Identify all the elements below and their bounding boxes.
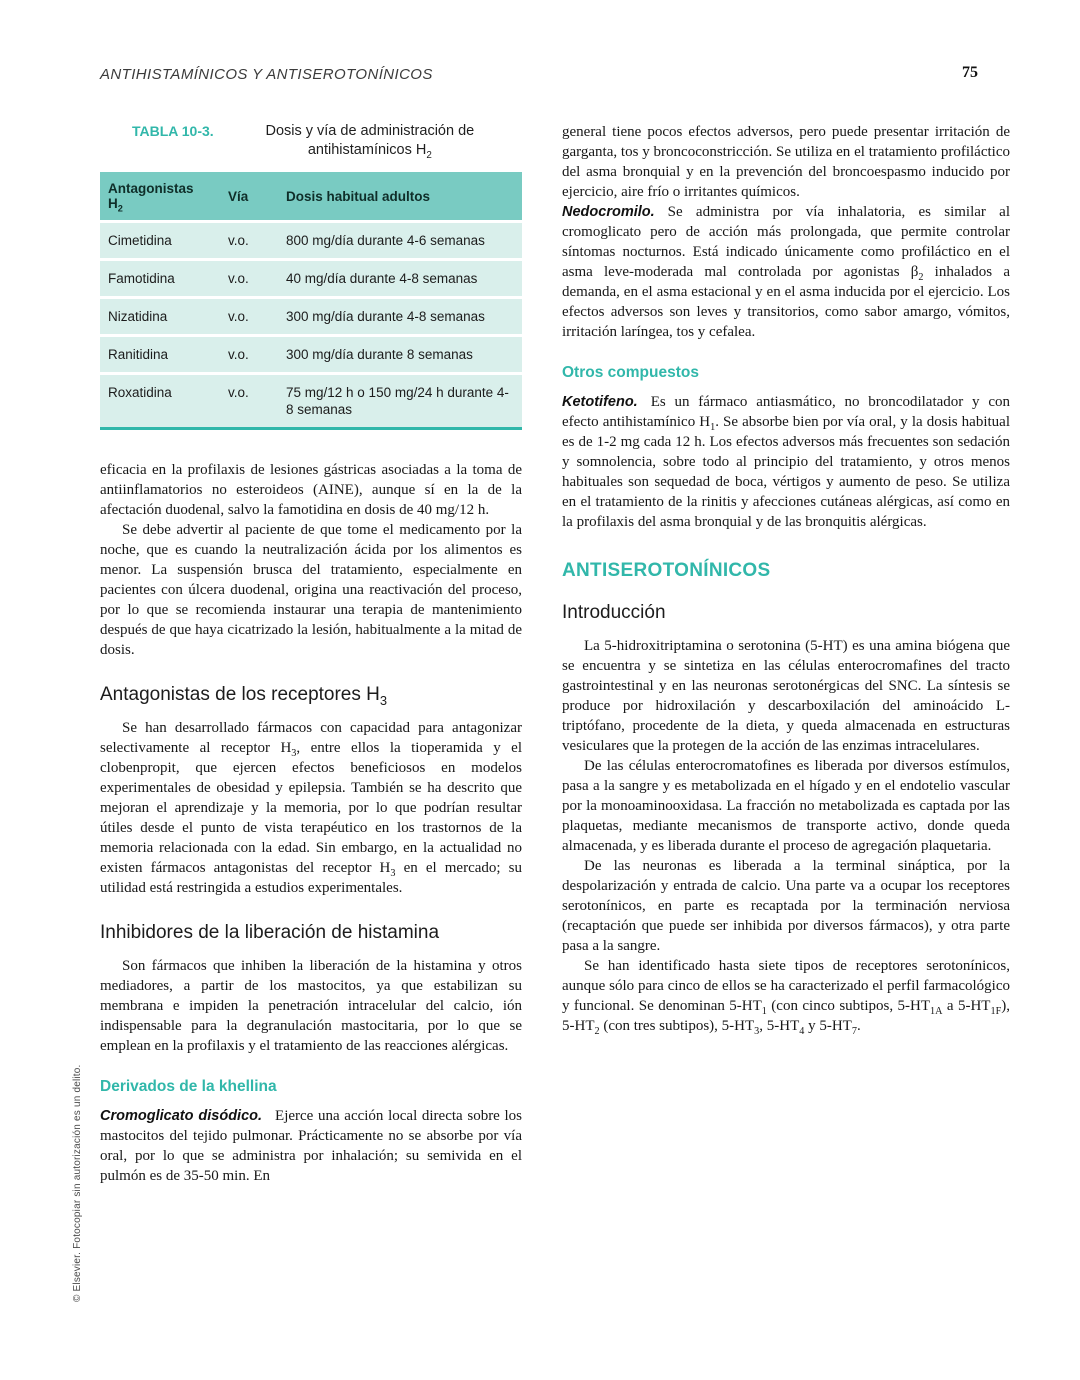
paragraph-antagonistas-h3: Se han desarrollado fármacos con capacidad para antagonizar selectivamente al receptor $H_3$, entre ellos la tioperamida y el clobenpropit, que ejercen efectos beneficiosos en modelos experimentales de obesidad y epilepsia. También se ha descrito que mejoran el aprendizaje y la memoria, por lo que podrían resultar útiles desde el punto de vista terapéutico en los trastornos de la memoria relacionada con la edad. Sin embargo, en la actualidad no existen fármacos antagonistas del receptor $H_3$ en el mercado; su utilidad está restringida a estudios experimentales. bbox=[100, 720, 522, 896]
paragraph-advertir: Se debe advertir al paciente de que tome el medicamento por la noche, que es cuando la neutralización ácida por los alimentos es menor. La suspensión brusca del tratamiento, especialmente en pacientes con úlcera duodenal, origina una reactivación del proceso, por lo que se recomienda instaurar una terapia de mantenimiento después de que haya cicatrizado la lesión, habitualmente a la mitad de dosis. bbox=[100, 522, 522, 658]
page-number: 75 bbox=[962, 64, 978, 81]
cell-via: v.o. bbox=[220, 260, 278, 298]
cell-drug: Roxatidina bbox=[100, 374, 220, 429]
paragraph-intro-2: De las células enterocromatofines es liberada por diversos estímulos, pasa a la sangre y es metabolizada en el hígado y en el endotelio vascular por la monoaminooxidasa. La fracción no metabolizada es captada por las plaquetas, mediante mecanismos de transporte activo, donde queda almacenada, y es liberada durante el proceso de agregación plaquetaria. bbox=[562, 758, 1010, 854]
paragraph-general: general tiene pocos efectos adversos, pero puede presentar irritación de garganta, tos y broncoconstricción. Se utiliza en el tratamiento profiláctico del asma bronquial y en la prevención del broncoespasmo inducido por ejercicio, aire frío o irritantes químicos. bbox=[562, 124, 1010, 200]
paragraph-continuation: eficacia en la profilaxis de lesiones gástricas asociadas a la toma de antiinflamatorios no esteroideos (AINE), aunque sí en la de la afectación duodenal, salvo la famotidina en dosis de 40 mg/12 h. bbox=[100, 462, 522, 518]
cell-dose: 800 mg/día durante 4-6 semanas bbox=[278, 222, 522, 260]
cell-dose: 300 mg/día durante 4-8 semanas bbox=[278, 298, 522, 336]
paragraph-intro-4: Se han identificado hasta siete tipos de receptores serotonínicos, aunque sólo para cinco de ellos se ha caracterizado el perfil farmacológico y funcional. Se denominan $5-HT_1$ (con cinco subtipos, $5-HT_{1A}$ a $5-HT_{1F}$), $5-HT_2$ (con tres subtipos), $5-HT_3$, $5-HT_4$ y $5-HT_7$. bbox=[562, 958, 1010, 1037]
cell-dose: 40 mg/día durante 4-8 semanas bbox=[278, 260, 522, 298]
copyright-note: © Elsevier. Fotocopiar sin autorización es un delito. bbox=[72, 1064, 83, 1302]
cell-via: v.o. bbox=[220, 222, 278, 260]
subheading-derivados-khellina: Derivados de la khellina bbox=[100, 1078, 277, 1095]
cell-via: v.o. bbox=[220, 374, 278, 429]
table-header-row bbox=[100, 172, 522, 222]
col-header-via: Vía bbox=[220, 172, 278, 222]
h2-antagonists-table bbox=[100, 172, 522, 430]
col-header-dosis: Dosis habitual adultos bbox=[278, 172, 522, 222]
table-label: TABLA 10-3. bbox=[132, 123, 214, 139]
run-in-head-cromoglicato: Cromoglicato disódico. bbox=[100, 1108, 263, 1124]
table-row bbox=[100, 222, 522, 260]
table-row bbox=[100, 260, 522, 298]
subheading-otros-compuestos: Otros compuestos bbox=[562, 364, 699, 381]
paragraph-ketotifeno bbox=[562, 392, 1010, 532]
table-10-3-block bbox=[100, 122, 522, 430]
table-title: Dosis y vía de administración de antihistamínicos $H_2$ bbox=[265, 123, 475, 161]
paragraph-intro-1: La 5-hidroxitriptamina o serotonina (5-HT) es una amina biógena que se encuentra y se sintetiza en las células enterocromafines del tracto gastrointestinal y en las neuronas serotonérgicas del SNC. La síntesis se produce por hidroxilación y descarboxilación del aminoácido L-triptófano, procedente de la dieta, y queda almacenada en estructuras vesiculares que la protegen de la acción de las enzimas intracelulares. bbox=[562, 638, 1010, 754]
cell-dose: 75 mg/12 h o 150 mg/24 h durante 4-8 semanas bbox=[278, 374, 522, 429]
paragraph-cromoglicato bbox=[100, 1106, 522, 1186]
table-caption bbox=[100, 122, 522, 172]
cell-drug: Cimetidina bbox=[100, 222, 220, 260]
run-in-head-ketotifeno: Ketotifeno. bbox=[562, 394, 638, 410]
cell-drug: Ranitidina bbox=[100, 336, 220, 374]
cell-drug: Nizatidina bbox=[100, 298, 220, 336]
heading-antagonistas-h3: Antagonistas de los receptores $H_3$ bbox=[100, 684, 388, 708]
paragraph-intro-3: De las neuronas es liberada a la terminal sináptica, por la despolarización y entrada de calcio. Una parte va a ocupar los receptores serotonínicos, en parte es recaptada por la terminación nerviosa (recaptación que puede ser inhibida por diversos fármacos), y otra parte pasa a la sangre. bbox=[562, 858, 1010, 954]
col-header-antagonistas: Antagonistas $H_2$ bbox=[100, 172, 220, 222]
running-head: ANTIHISTAMÍNICOS Y ANTISEROTONÍNICOS bbox=[100, 66, 433, 83]
run-in-head-nedocromilo: Nedocromilo. bbox=[562, 204, 655, 220]
paragraph-inhibidores: Son fármacos que inhiben la liberación de la histamina y otros mediadores, a partir de los mastocitos, ya que estabilizan su membrana e impiden la penetración intracelular del calcio, ión indispensable para la degranulación mastocitaria, por lo que se emplean en la profilaxis y el tratamiento de las reacciones alérgicas. bbox=[100, 958, 522, 1054]
table-row bbox=[100, 298, 522, 336]
heading-antiserotoninicos: ANTISEROTONÍNICOS bbox=[562, 560, 771, 581]
paragraph-ketotifeno-text: Es un fármaco antiasmático, no broncodilatador y con efecto antihistamínico $H_1$. Se absorbe bien por vía oral, y la dosis habitual es de 1-2 mg cada 12 h. Los efectos adversos más frecuentes son sedación y somnolencia, sobre todo al principio del tratamiento, y otros menos habituales son sequedad de boca, vértigos y aumento de peso. Se utiliza en el tratamiento de la rinitis y afecciones cutáneas alérgicas, así como en la profilaxis del asma bronquial y de las bronquitis alérgicas. bbox=[562, 394, 1010, 530]
table-row bbox=[100, 336, 522, 374]
left-column bbox=[100, 122, 522, 1186]
heading-introduccion: Introducción bbox=[562, 602, 666, 623]
cell-drug: Famotidina bbox=[100, 260, 220, 298]
paragraph-nedocromilo-text: Se administra por vía inhalatoria, es similar al cromoglicato pero de acción más prolongada, que permite controlar síntomas nocturnos. Está indicado únicamente como profiláctico en el asma leve-moderada mal controlada por agonistas $\beta_2$ inhalados a demanda, en el asma estacional y en el asma inducida por el ejercicio. Los efectos adversos son leves y transitorios, como sabor amargo, vómitos, irritación laríngea, tos y cefalea. bbox=[562, 204, 1010, 340]
cell-via: v.o. bbox=[220, 336, 278, 374]
paragraph-nedocromilo bbox=[562, 202, 1010, 342]
right-column bbox=[562, 122, 1010, 1036]
cell-dose: 300 mg/día durante 8 semanas bbox=[278, 336, 522, 374]
cell-via: v.o. bbox=[220, 298, 278, 336]
paragraph-cromoglicato-text: Ejerce una acción local directa sobre los mastocitos del tejido pulmonar. Prácticamente no se absorbe por vía oral, por lo que se administra por inhalación; su semivida en el pulmón es de 35-50 min. En bbox=[100, 1108, 523, 1184]
table-row bbox=[100, 374, 522, 429]
heading-inhibidores: Inhibidores de la liberación de histamina bbox=[100, 922, 440, 943]
